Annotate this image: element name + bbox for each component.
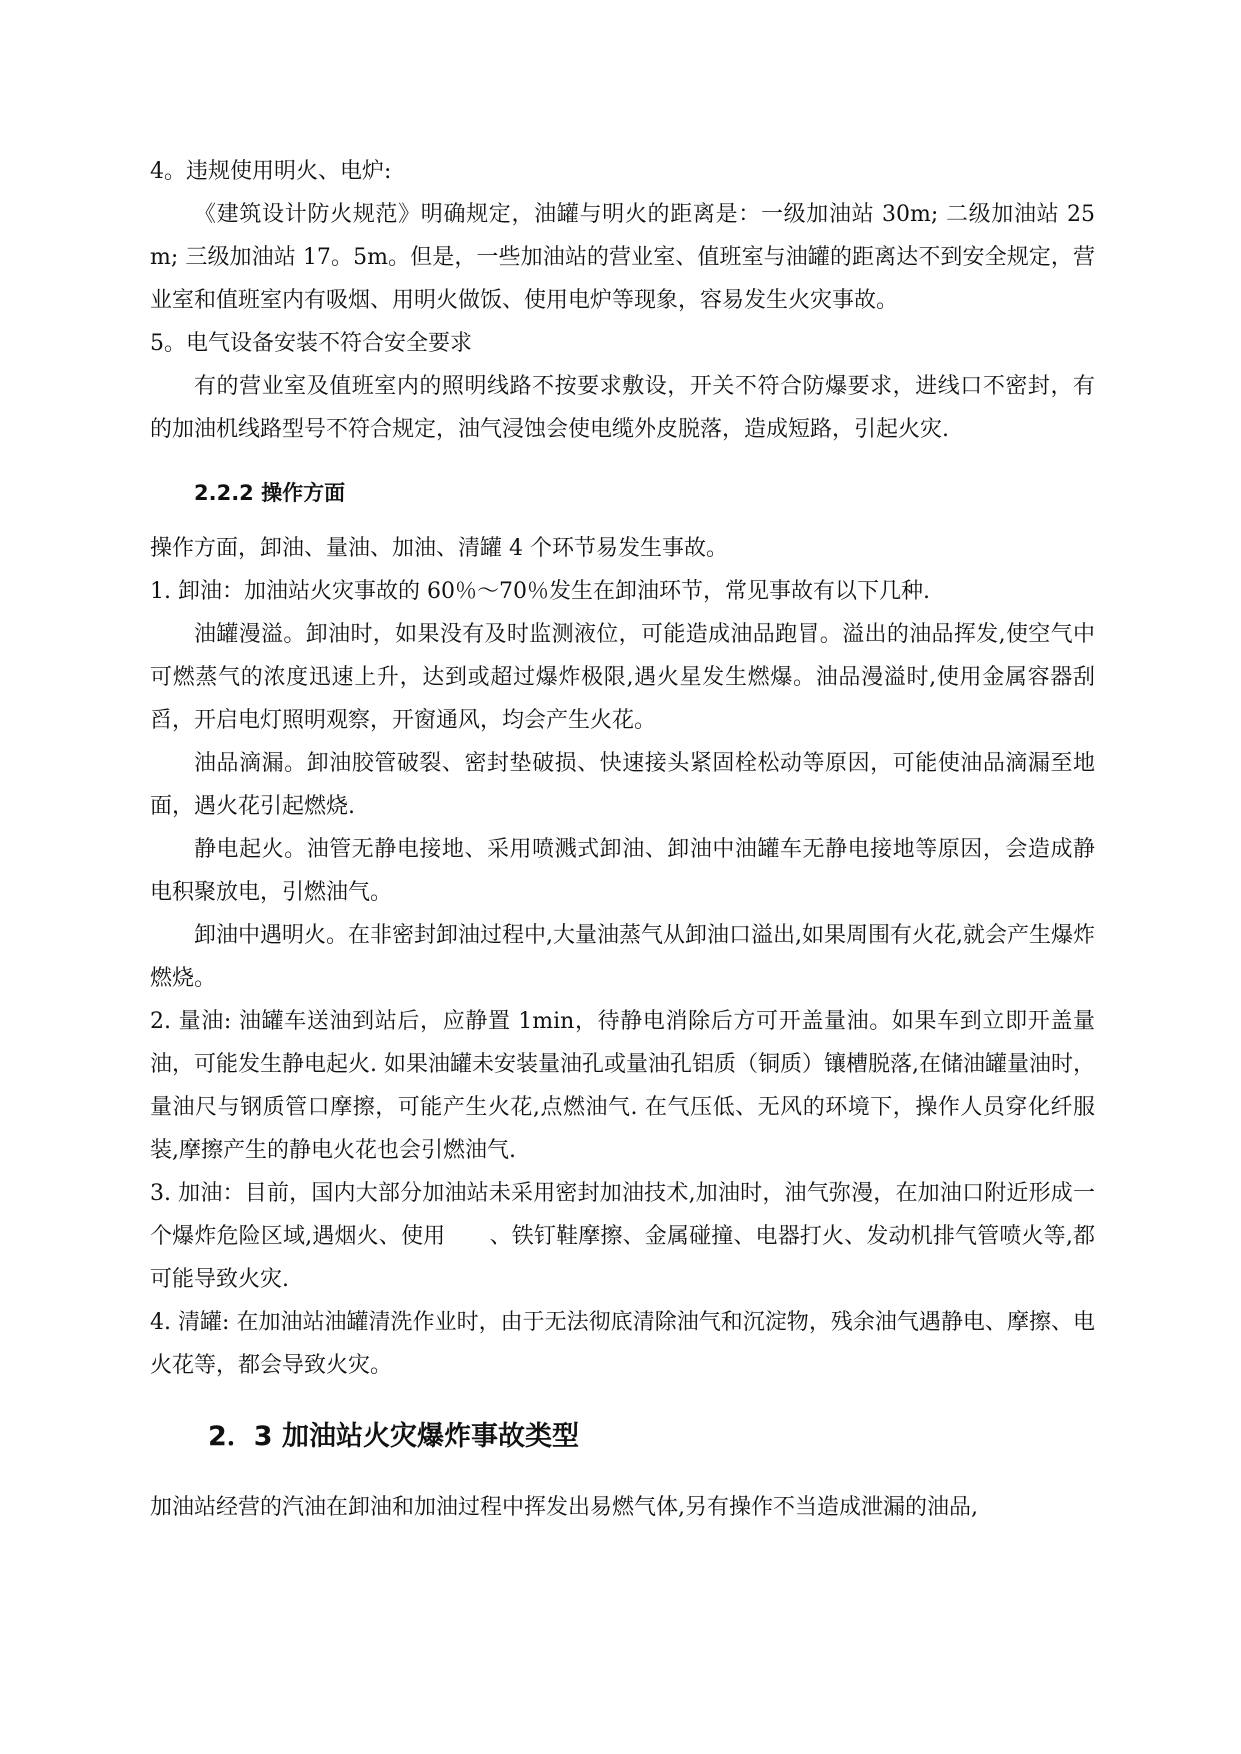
paragraph-oil-drip: 油品滴漏。卸油胶管破裂、密封垫破损、快速接头紧固栓松动等原因，可能使油品滴漏至地面，遇火花引起燃烧. bbox=[150, 751, 1095, 819]
paragraph-static-fire: 静电起火。油管无静电接地、采用喷溅式卸油、卸油中油罐车无静电接地等原因，会造成静电积聚放电，引燃油气。 bbox=[150, 837, 1095, 905]
paragraph-open-flame: 《建筑设计防火规范》明确规定，油罐与明火的距离是：一级加油站 30m; 二级加油站 25m; 三级加油站 17。5m。但是，一些加油站的营业室、值班室与油罐的距离达不到安全规定，营业室和值班室内有吸烟、用明火做饭、使用电炉等现象，容易发生火灾事故。 bbox=[150, 202, 1095, 313]
paragraph-electrical: 有的营业室及值班室内的照明线路不按要求敷设，开关不符合防爆要求，进线口不密封，有的加油机线路型号不符合规定，油气浸蚀会使电缆外皮脱落，造成短路，引起火灾. bbox=[150, 374, 1095, 442]
section-heading-2-2-2: 2.2.2 操作方面 bbox=[194, 481, 346, 505]
item-4-heading: 4。违规使用明火、电炉: bbox=[150, 159, 392, 184]
item-tank-cleaning: 4. 清罐: 在加油站油罐清洗作业时，由于无法彻底清除油气和沉淀物，残余油气遇静电、摩擦、电火花等，都会导致火灾。 bbox=[150, 1310, 1095, 1378]
paragraph-tank-overflow: 油罐漫溢。卸油时，如果没有及时监测液位，可能造成油品跑冒。溢出的油品挥发,使空气中可燃蒸气的浓度迅速上升，达到或超过爆炸极限,遇火星发生燃爆。油品漫溢时,使用金属容器刮舀，开启电灯照明观察，开窗通风，均会产生火花。 bbox=[150, 622, 1095, 733]
document-page bbox=[150, 150, 1095, 1529]
item-refueling: 3. 加油：目前，国内大部分加油站未采用密封加油技术,加油时，油气弥漫，在加油口附近形成一个爆炸危险区域,遇烟火、使用 、铁钉鞋摩擦、金属碰撞、电器打火、发动机排气管喷火等,都可能导致火灾. bbox=[150, 1181, 1095, 1292]
section-heading-2-3: 2．3 加油站火灾爆炸事故类型 bbox=[208, 1421, 579, 1452]
paragraph-open-fire-unloading: 卸油中遇明火。在非密封卸油过程中,大量油蒸气从卸油口溢出,如果周围有火花,就会产生爆炸燃烧。 bbox=[150, 923, 1095, 991]
item-measuring: 2. 量油: 油罐车送油到站后，应静置 1min，待静电消除后方可开盖量油。如果车到立即开盖量油，可能发生静电起火. 如果油罐未安装量油孔或量油孔铝质（铜质）镶槽脱落,在储油罐量油时，量油尺与钢质管口摩擦，可能产生火花,点燃油气. 在气压低、无风的环境下，操作人员穿化纤服装,摩擦产生的静电火花也会引燃油气. bbox=[150, 1009, 1095, 1163]
item-5-heading: 5。电气设备安装不符合安全要求 bbox=[150, 331, 472, 356]
paragraph-operation-intro: 操作方面，卸油、量油、加油、清罐 4 个环节易发生事故。 bbox=[150, 536, 728, 561]
item-unloading: 1. 卸油：加油站火灾事故的 60％～70％发生在卸油环节，常见事故有以下几种. bbox=[150, 579, 930, 604]
paragraph-accident-types: 加油站经营的汽油在卸油和加油过程中挥发出易燃气体,另有操作不当造成泄漏的油品, bbox=[150, 1495, 978, 1520]
